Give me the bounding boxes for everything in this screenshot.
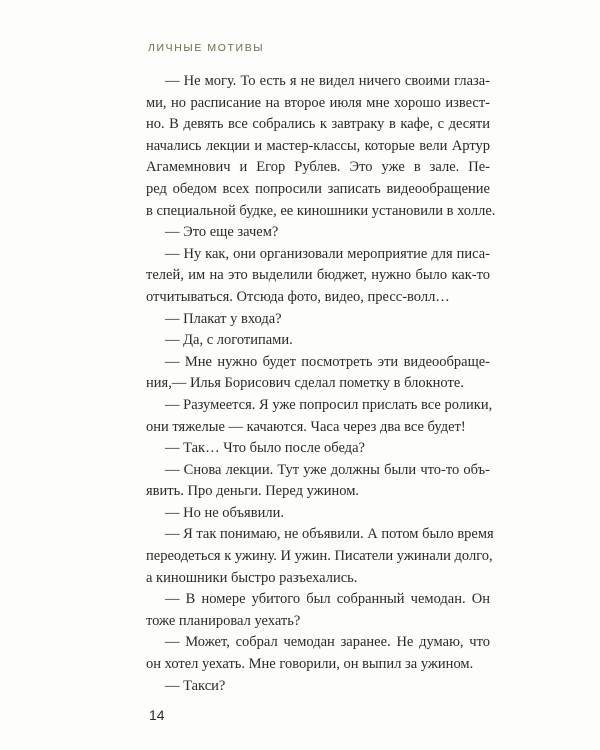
text-line: отчитываться. Отсюда фото, видео, пресс-волл… <box>146 288 450 305</box>
text-line: — В номере убитого был собранный чемодан. Он <box>165 591 490 608</box>
text-line: — Да, с логотипами. <box>165 332 293 349</box>
text-line: — Плакат у входа? <box>165 310 282 327</box>
body-text <box>146 71 496 697</box>
text-line: — Это еще зачем? <box>165 224 279 241</box>
text-line: ми, но расписание на второе июля мне хорошо извест- <box>146 94 490 111</box>
text-line: тоже планировал уехать? <box>146 612 301 629</box>
text-line: — Разумеется. Я уже попросил прислать все ролики, <box>165 396 493 413</box>
text-line: а киношники быстро разъехались. <box>146 569 358 586</box>
text-line: он хотел уехать. Мне говорили, он выпил за ужином. <box>146 656 474 673</box>
text-line: начались лекции и мастер-классы, которые вели Артур <box>146 137 490 154</box>
running-header: ЛИЧНЫЕ МОТИВЫ <box>148 42 265 54</box>
text-line: ния,— Илья Борисович сделал пометку в блокноте. <box>146 375 464 392</box>
text-line: но. В девять все собрались к завтраку в кафе, с десяти <box>146 116 490 133</box>
text-line: — Но не объявили. <box>165 504 284 521</box>
text-line: — Я так понимаю, не объявили. А потом было время <box>165 526 494 543</box>
text-line: — Снова лекции. Тут уже должны были что-то объ- <box>165 461 490 478</box>
page-number: 14 <box>149 707 165 723</box>
text-line: телей, им на это выделили бюджет, нужно было как-то <box>146 267 490 284</box>
text-line: — Ну как, они организовали мероприятие для писа- <box>165 245 490 262</box>
text-line: — Такси? <box>165 677 226 694</box>
text-line: в специальной будке, ее киношники установили в холле. <box>146 202 496 219</box>
text-line: — Не могу. То есть я не видел ничего своими глаза- <box>165 73 490 89</box>
text-line: явить. Про деньги. Перед ужином. <box>146 483 359 500</box>
text-line: они тяжелые — качаются. Часа через два все будет! <box>146 418 466 435</box>
text-line: — Может, собрал чемодан заранее. Не думаю, что <box>165 634 490 651</box>
text-line: ред обедом всех попросили записать видеообращение <box>146 180 490 197</box>
text-line: Агамемнович и Егор Рублев. Это уже в зале. Пе- <box>146 159 490 176</box>
text-line: — Так… Что было после обеда? <box>165 440 365 457</box>
text-line: переодеться к ужину. И ужин. Писатели ужинали долго, <box>146 548 493 565</box>
text-line: — Мне нужно будет посмотреть эти видеообраще- <box>165 353 490 370</box>
